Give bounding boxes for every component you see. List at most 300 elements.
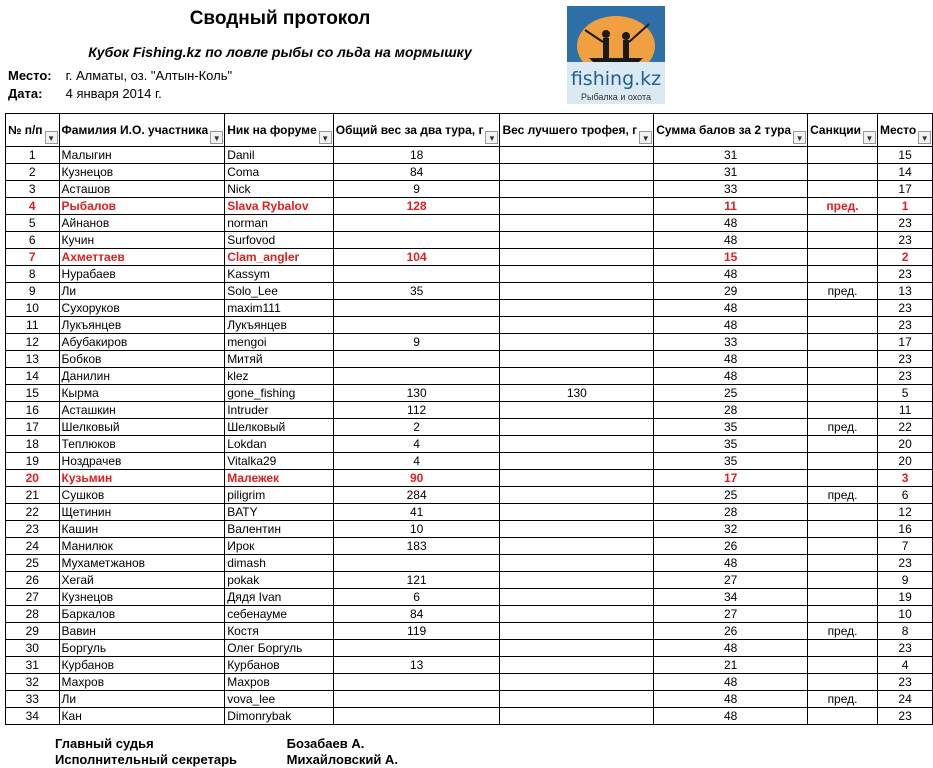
cell-place: 24 <box>877 691 932 708</box>
cell-trophy <box>500 164 654 181</box>
signature-name: Бозабаев А. <box>286 736 365 751</box>
cell-place: 23 <box>877 640 932 657</box>
cell-number: 12 <box>6 334 60 351</box>
cell-points: 28 <box>654 402 808 419</box>
cell-sanction <box>808 334 878 351</box>
cell-nick: Intruder <box>225 402 334 419</box>
table-row <box>6 691 933 708</box>
cell-place: 3 <box>877 470 932 487</box>
cell-place: 17 <box>877 334 932 351</box>
signature-name: Михайловский А. <box>286 752 398 767</box>
cell-place: 23 <box>877 674 932 691</box>
signature-role: Исполнительный секретарь <box>55 752 238 767</box>
cell-place: 12 <box>877 504 932 521</box>
cell-points: 48 <box>654 640 808 657</box>
cell-nick: Малежек <box>225 470 334 487</box>
cell-sanction <box>808 657 878 674</box>
logo-subtitle: Рыбалка и охота <box>581 92 651 102</box>
cell-total-weight <box>333 300 500 317</box>
column-header-place[interactable]: Место ▼ <box>877 114 932 147</box>
filter-dropdown-icon[interactable]: ▼ <box>793 131 806 144</box>
cell-sanction <box>808 368 878 385</box>
cell-name: Баркалов <box>59 606 225 623</box>
cell-sanction: пред. <box>808 198 878 215</box>
cell-points: 35 <box>654 436 808 453</box>
cell-place: 9 <box>877 572 932 589</box>
place-line <box>8 68 232 83</box>
table-row <box>6 283 933 300</box>
cell-number: 17 <box>6 419 60 436</box>
date-line <box>8 86 162 101</box>
cell-name: Кузьмин <box>59 470 225 487</box>
cell-total-weight: 90 <box>333 470 500 487</box>
cell-total-weight: 35 <box>333 283 500 300</box>
table-row <box>6 640 933 657</box>
cell-points: 48 <box>654 317 808 334</box>
cell-nick: Slava Rybalov <box>225 198 334 215</box>
cell-number: 23 <box>6 521 60 538</box>
signature-role: Главный судья <box>55 736 154 751</box>
cell-place: 23 <box>877 317 932 334</box>
cell-total-weight <box>333 368 500 385</box>
cell-number: 34 <box>6 708 60 725</box>
table-row <box>6 419 933 436</box>
cell-number: 30 <box>6 640 60 657</box>
cell-nick: Dimonrybak <box>225 708 334 725</box>
page-subtitle: Кубок Fishing.kz по ловле рыбы со льда на мормышку <box>88 44 472 60</box>
cell-points: 27 <box>654 572 808 589</box>
fishing-kz-logo <box>567 6 665 104</box>
cell-total-weight: 104 <box>333 249 500 266</box>
cell-sanction <box>808 181 878 198</box>
table-row <box>6 300 933 317</box>
cell-trophy <box>500 606 654 623</box>
column-header-sanctions[interactable]: Санкции ▼ <box>808 114 878 147</box>
cell-trophy <box>500 691 654 708</box>
cell-number: 19 <box>6 453 60 470</box>
table-row <box>6 623 933 640</box>
cell-trophy <box>500 249 654 266</box>
cell-points: 25 <box>654 385 808 402</box>
filter-dropdown-icon[interactable]: ▼ <box>639 131 652 144</box>
cell-nick: себенауме <box>225 606 334 623</box>
cell-trophy <box>500 470 654 487</box>
table-row <box>6 147 933 164</box>
cell-trophy <box>500 453 654 470</box>
cell-place: 2 <box>877 249 932 266</box>
cell-nick: maxim111 <box>225 300 334 317</box>
cell-trophy <box>500 300 654 317</box>
cell-number: 6 <box>6 232 60 249</box>
cell-name: Лукъянцев <box>59 317 225 334</box>
filter-dropdown-icon[interactable]: ▼ <box>45 131 58 144</box>
cell-sanction <box>808 538 878 555</box>
cell-name: Рыбалов <box>59 198 225 215</box>
filter-dropdown-icon[interactable]: ▼ <box>319 131 332 144</box>
cell-place: 22 <box>877 419 932 436</box>
cell-number: 9 <box>6 283 60 300</box>
logo-text: fishing.kz <box>570 68 662 90</box>
cell-trophy <box>500 147 654 164</box>
cell-place: 23 <box>877 555 932 572</box>
cell-place: 23 <box>877 232 932 249</box>
cell-sanction <box>808 521 878 538</box>
cell-sanction <box>808 555 878 572</box>
cell-name: Ли <box>59 691 225 708</box>
cell-number: 32 <box>6 674 60 691</box>
cell-name: Кашин <box>59 521 225 538</box>
cell-number: 20 <box>6 470 60 487</box>
cell-total-weight <box>333 640 500 657</box>
cell-sanction <box>808 232 878 249</box>
table-row <box>6 674 933 691</box>
cell-total-weight <box>333 708 500 725</box>
column-header-name[interactable]: Фамилия И.О. участника ▼ <box>59 114 225 147</box>
cell-number: 15 <box>6 385 60 402</box>
cell-sanction: пред. <box>808 623 878 640</box>
table-row <box>6 521 933 538</box>
cell-points: 48 <box>654 368 808 385</box>
cell-place: 1 <box>877 198 932 215</box>
table-row <box>6 436 933 453</box>
cell-name: Асташов <box>59 181 225 198</box>
cell-total-weight: 130 <box>333 385 500 402</box>
table-row <box>6 334 933 351</box>
table-row <box>6 453 933 470</box>
cell-trophy <box>500 487 654 504</box>
cell-total-weight: 4 <box>333 453 500 470</box>
cell-name: Махров <box>59 674 225 691</box>
cell-total-weight: 10 <box>333 521 500 538</box>
cell-place: 17 <box>877 181 932 198</box>
column-header-points[interactable]: Сумма балов за 2 тура ▼ <box>654 114 808 147</box>
cell-name: Сухоруков <box>59 300 225 317</box>
cell-nick: klez <box>225 368 334 385</box>
cell-trophy <box>500 436 654 453</box>
cell-trophy <box>500 572 654 589</box>
cell-number: 29 <box>6 623 60 640</box>
table-row <box>6 657 933 674</box>
cell-place: 13 <box>877 283 932 300</box>
cell-name: Малыгин <box>59 147 225 164</box>
cell-name: Ноздрачев <box>59 453 225 470</box>
cell-total-weight: 6 <box>333 589 500 606</box>
cell-name: Боргуль <box>59 640 225 657</box>
cell-nick: Курбанов <box>225 657 334 674</box>
cell-nick: Олег Боргуль <box>225 640 334 657</box>
cell-number: 4 <box>6 198 60 215</box>
cell-trophy <box>500 504 654 521</box>
cell-name: Мухаметжанов <box>59 555 225 572</box>
cell-total-weight: 9 <box>333 181 500 198</box>
cell-place: 23 <box>877 351 932 368</box>
cell-points: 17 <box>654 470 808 487</box>
cell-name: Хегай <box>59 572 225 589</box>
table-row <box>6 504 933 521</box>
cell-name: Кучин <box>59 232 225 249</box>
cell-nick: norman <box>225 215 334 232</box>
cell-place: 5 <box>877 385 932 402</box>
table-row <box>6 351 933 368</box>
cell-sanction <box>808 504 878 521</box>
cell-points: 25 <box>654 487 808 504</box>
cell-trophy <box>500 674 654 691</box>
cell-nick: Ирок <box>225 538 334 555</box>
cell-trophy <box>500 232 654 249</box>
cell-sanction: пред. <box>808 487 878 504</box>
cell-sanction <box>808 249 878 266</box>
cell-trophy <box>500 589 654 606</box>
table-row <box>6 572 933 589</box>
cell-total-weight: 119 <box>333 623 500 640</box>
cell-trophy <box>500 657 654 674</box>
cell-sanction <box>808 640 878 657</box>
cell-number: 18 <box>6 436 60 453</box>
column-header-total-weight[interactable]: Общий вес за два тура, г ▼ <box>333 114 500 147</box>
cell-name: Айнанов <box>59 215 225 232</box>
cell-name: Шелковый <box>59 419 225 436</box>
cell-place: 23 <box>877 300 932 317</box>
cell-points: 48 <box>654 674 808 691</box>
filter-dropdown-icon[interactable]: ▼ <box>918 131 931 144</box>
cell-number: 7 <box>6 249 60 266</box>
cell-number: 27 <box>6 589 60 606</box>
cell-total-weight: 128 <box>333 198 500 215</box>
cell-points: 48 <box>654 300 808 317</box>
cell-number: 31 <box>6 657 60 674</box>
cell-sanction <box>808 708 878 725</box>
cell-total-weight <box>333 674 500 691</box>
cell-points: 21 <box>654 657 808 674</box>
cell-nick: dimash <box>225 555 334 572</box>
cell-trophy <box>500 538 654 555</box>
page-title: Сводный протокол <box>189 8 371 29</box>
table-row <box>6 538 933 555</box>
cell-points: 31 <box>654 147 808 164</box>
cell-total-weight <box>333 215 500 232</box>
cell-total-weight: 13 <box>333 657 500 674</box>
cell-place: 20 <box>877 436 932 453</box>
cell-points: 11 <box>654 198 808 215</box>
filter-dropdown-icon[interactable]: ▼ <box>485 131 498 144</box>
cell-trophy: 130 <box>500 385 654 402</box>
date-label: Дата: <box>8 86 43 101</box>
column-header-trophy[interactable]: Вес лучшего трофея, г ▼ <box>500 114 654 147</box>
cell-number: 10 <box>6 300 60 317</box>
cell-total-weight: 183 <box>333 538 500 555</box>
filter-dropdown-icon[interactable]: ▼ <box>863 131 876 144</box>
cell-nick: Nick <box>225 181 334 198</box>
cell-total-weight <box>333 266 500 283</box>
cell-sanction <box>808 402 878 419</box>
cell-name: Кузнецов <box>59 164 225 181</box>
cell-number: 8 <box>6 266 60 283</box>
cell-name: Курбанов <box>59 657 225 674</box>
cell-nick: mengoi <box>225 334 334 351</box>
cell-points: 48 <box>654 708 808 725</box>
cell-trophy <box>500 198 654 215</box>
place-label: Место: <box>8 68 52 83</box>
cell-sanction: пред. <box>808 283 878 300</box>
cell-nick: Дядя Ivan <box>225 589 334 606</box>
cell-place: 15 <box>877 147 932 164</box>
cell-nick: BATY <box>225 504 334 521</box>
cell-nick: gone_fishing <box>225 385 334 402</box>
cell-points: 33 <box>654 334 808 351</box>
cell-trophy <box>500 215 654 232</box>
column-header-nick[interactable]: Ник на форуме ▼ <box>225 114 334 147</box>
cell-trophy <box>500 623 654 640</box>
table-row <box>6 317 933 334</box>
table-row <box>6 266 933 283</box>
cell-number: 11 <box>6 317 60 334</box>
cell-sanction <box>808 300 878 317</box>
cell-name: Асташкин <box>59 402 225 419</box>
cell-nick: vova_lee <box>225 691 334 708</box>
cell-place: 6 <box>877 487 932 504</box>
table-body <box>6 147 933 725</box>
cell-number: 14 <box>6 368 60 385</box>
cell-name: Данилин <box>59 368 225 385</box>
cell-total-weight: 84 <box>333 164 500 181</box>
cell-place: 16 <box>877 521 932 538</box>
results-table <box>5 113 933 725</box>
cell-sanction <box>808 266 878 283</box>
cell-name: Абубакиров <box>59 334 225 351</box>
cell-points: 29 <box>654 283 808 300</box>
table-row <box>6 181 933 198</box>
cell-total-weight <box>333 691 500 708</box>
cell-name: Кан <box>59 708 225 725</box>
cell-place: 11 <box>877 402 932 419</box>
cell-nick: pokak <box>225 572 334 589</box>
cell-name: Кырма <box>59 385 225 402</box>
cell-name: Бобков <box>59 351 225 368</box>
cell-points: 48 <box>654 232 808 249</box>
cell-trophy <box>500 419 654 436</box>
cell-name: Кузнецов <box>59 589 225 606</box>
cell-points: 27 <box>654 606 808 623</box>
table-row <box>6 589 933 606</box>
cell-place: 23 <box>877 266 932 283</box>
table-row <box>6 487 933 504</box>
cell-trophy <box>500 521 654 538</box>
fishermen-in-boat-icon <box>581 22 651 66</box>
table-row <box>6 164 933 181</box>
cell-name: Сушков <box>59 487 225 504</box>
cell-trophy <box>500 283 654 300</box>
cell-name: Теплюков <box>59 436 225 453</box>
cell-nick: Митяй <box>225 351 334 368</box>
cell-place: 20 <box>877 453 932 470</box>
cell-place: 19 <box>877 589 932 606</box>
cell-place: 14 <box>877 164 932 181</box>
cell-points: 35 <box>654 419 808 436</box>
cell-sanction <box>808 572 878 589</box>
cell-number: 16 <box>6 402 60 419</box>
cell-place: 4 <box>877 657 932 674</box>
cell-nick: Лукъянцев <box>225 317 334 334</box>
cell-sanction <box>808 147 878 164</box>
cell-sanction: пред. <box>808 691 878 708</box>
cell-total-weight: 9 <box>333 334 500 351</box>
cell-sanction <box>808 436 878 453</box>
cell-trophy <box>500 555 654 572</box>
cell-number: 28 <box>6 606 60 623</box>
cell-trophy <box>500 708 654 725</box>
cell-sanction <box>808 674 878 691</box>
cell-total-weight <box>333 555 500 572</box>
cell-sanction <box>808 385 878 402</box>
cell-nick: Шелковый <box>225 419 334 436</box>
cell-place: 23 <box>877 368 932 385</box>
cell-number: 2 <box>6 164 60 181</box>
cell-nick: Kassym <box>225 266 334 283</box>
cell-points: 48 <box>654 351 808 368</box>
cell-nick: Махров <box>225 674 334 691</box>
cell-number: 21 <box>6 487 60 504</box>
cell-nick: Solo_Lee <box>225 283 334 300</box>
cell-total-weight <box>333 232 500 249</box>
cell-total-weight: 84 <box>333 606 500 623</box>
place-value: г. Алматы, оз. "Алтын-Коль" <box>65 68 233 83</box>
cell-sanction <box>808 317 878 334</box>
filter-dropdown-icon[interactable]: ▼ <box>210 131 223 144</box>
cell-points: 48 <box>654 266 808 283</box>
table-row <box>6 402 933 419</box>
cell-number: 22 <box>6 504 60 521</box>
cell-name: Ли <box>59 283 225 300</box>
cell-total-weight: 2 <box>333 419 500 436</box>
cell-sanction <box>808 589 878 606</box>
cell-sanction: пред. <box>808 419 878 436</box>
cell-points: 35 <box>654 453 808 470</box>
cell-nick: piligrim <box>225 487 334 504</box>
cell-trophy <box>500 181 654 198</box>
cell-place: 23 <box>877 215 932 232</box>
cell-nick: Surfovod <box>225 232 334 249</box>
table-row <box>6 368 933 385</box>
cell-number: 5 <box>6 215 60 232</box>
table-row <box>6 215 933 232</box>
table-row <box>6 232 933 249</box>
cell-points: 28 <box>654 504 808 521</box>
cell-number: 3 <box>6 181 60 198</box>
table-row <box>6 606 933 623</box>
cell-nick: Lokdan <box>225 436 334 453</box>
cell-total-weight: 18 <box>333 147 500 164</box>
column-header-number[interactable]: № п/п ▼ <box>6 114 60 147</box>
cell-sanction <box>808 453 878 470</box>
cell-nick: Coma <box>225 164 334 181</box>
cell-nick: Vitalka29 <box>225 453 334 470</box>
cell-name: Щетинин <box>59 504 225 521</box>
date-value: 4 января 2014 г. <box>65 86 162 101</box>
cell-number: 25 <box>6 555 60 572</box>
cell-name: Ахметтаев <box>59 249 225 266</box>
cell-sanction <box>808 351 878 368</box>
table-row <box>6 249 933 266</box>
cell-total-weight: 121 <box>333 572 500 589</box>
cell-nick: Clam_angler <box>225 249 334 266</box>
cell-points: 34 <box>654 589 808 606</box>
cell-trophy <box>500 640 654 657</box>
cell-number: 24 <box>6 538 60 555</box>
cell-number: 13 <box>6 351 60 368</box>
cell-total-weight: 4 <box>333 436 500 453</box>
cell-total-weight <box>333 317 500 334</box>
cell-total-weight: 41 <box>333 504 500 521</box>
